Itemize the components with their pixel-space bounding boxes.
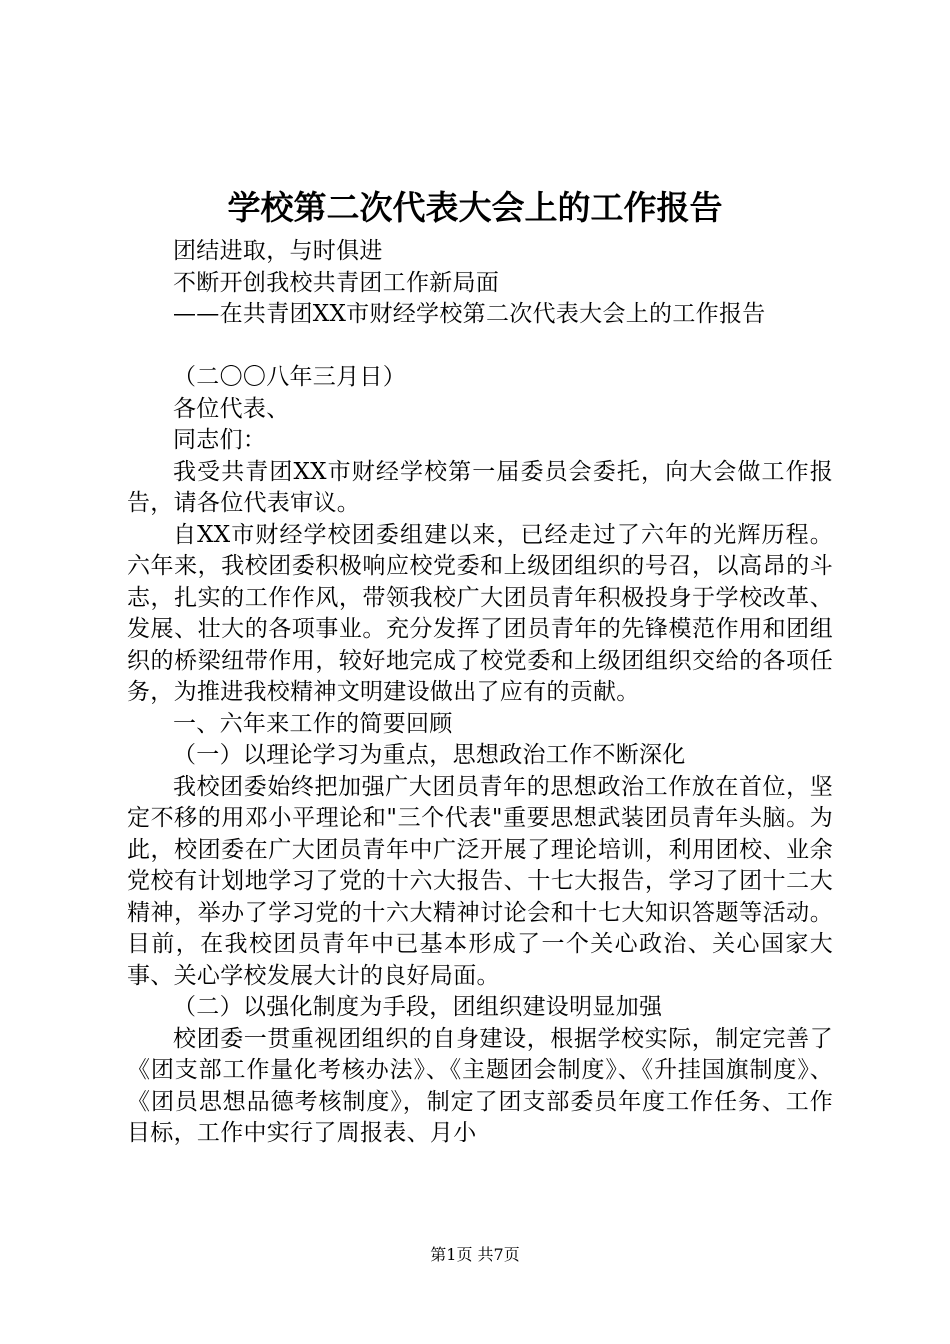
page-footer: 第1页 共7页: [430, 1245, 520, 1264]
paragraph-intro: 我受共青团XX市财经学校第一届委员会委托，向大会做工作报告，请各位代表审议。: [127, 458, 833, 516]
greeting-line-1: 各位代表、: [173, 395, 290, 422]
subtitle-line-2: 不断开创我校共青团工作新局面: [173, 269, 500, 296]
paragraph-organization: 校团委一贯重视团组织的自身建设，根据学校实际，制定完善了《团支部工作量化考核办法》、《主题团会制度》、《升挂国旗制度》、《团员思想品德考核制度》，制定了团支部委员年度工作任务、工作目标，工作中实行了周报表、月小: [127, 1025, 833, 1146]
paragraph-history: 自XX市财经学校团委组建以来，已经走过了六年的光辉历程。六年来，我校团委积极响应校党委和上级团组织的号召，以高昂的斗志，扎实的工作作风，带领我校广大团员青年积极投身于学校改革、发展、壮大的各项事业。充分发挥了团员青年的先锋模范作用和团组织的桥梁纽带作用，较好地完成了校党委和上级团组织交给的各项任务，为推进我校精神文明建设做出了应有的贡献。: [127, 521, 833, 705]
greeting-line-2: 同志们：: [173, 427, 267, 453]
section-heading-1: 一、六年来工作的简要回顾: [173, 710, 453, 737]
paragraph-theory-study: 我校团委始终把加强广大团员青年的思想政治工作放在首位，坚定不移的用邓小平理论和"三个代表"重要思想武装团员青年头脑。为此，校团委在广大团员青年中广泛开展了理论培训，利用团校、业余党校有计划地学习了党的十六大报告、十七大报告，学习了团十二大精神，举办了学习党的十六大精神讨论会和十七大知识答题等活动。目前，在我校团员青年中已基本形成了一个关心政治、关心国家大事、关心学校发展大计的良好局面。: [127, 773, 833, 989]
subtitle-line-3: ——在共青团XX市财经学校第二次代表大会上的工作报告: [173, 301, 766, 327]
subsection-heading-2: （二）以强化制度为手段，团组织建设明显加强: [173, 994, 663, 1020]
document-body: [127, 236, 833, 1150]
blank-line: [127, 331, 833, 363]
subsection-heading-1: （一）以理论学习为重点，思想政治工作不断深化: [173, 742, 686, 768]
subtitle-line-1: 团结进取，与时俱进: [173, 238, 383, 264]
date-line: （二〇〇八年三月日）: [173, 364, 406, 390]
document-title: 学校第二次代表大会上的工作报告: [227, 188, 723, 227]
